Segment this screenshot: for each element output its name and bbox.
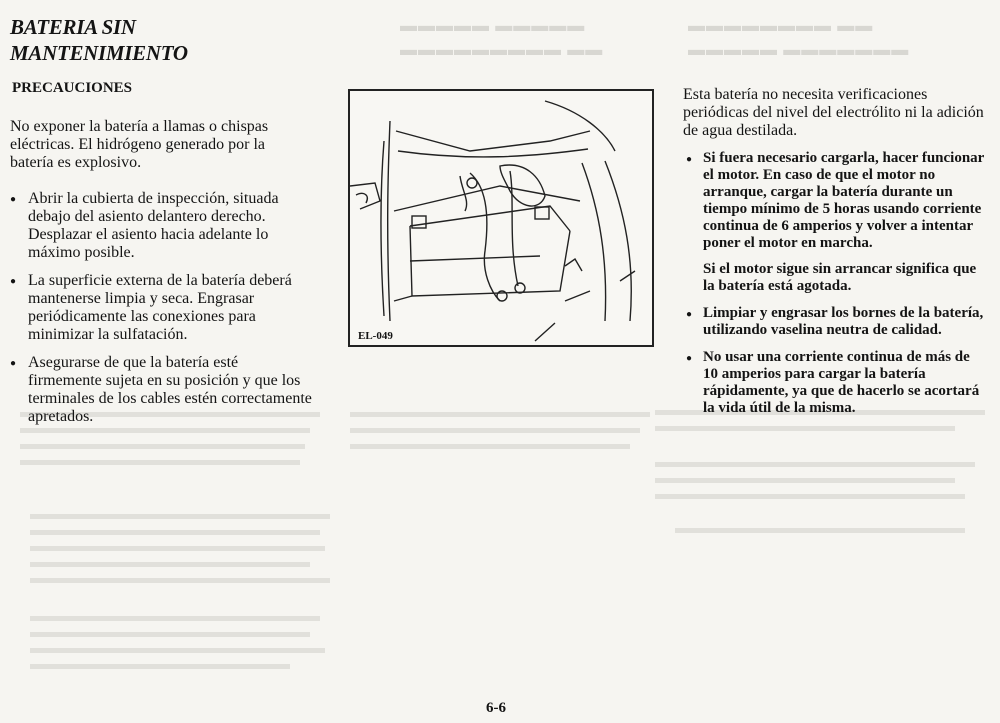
maintenance-paragraph: Esta batería no necesita verificaciones periódicas del nivel del electrólito ni la adición de agua destilada. — [683, 86, 984, 139]
precautions-list — [10, 190, 312, 426]
list-item: ● Abrir la cubierta de inspección, situada debajo del asiento delantero derecho. Desplazar el asiento hacia adelante lo máximo posible. — [10, 190, 312, 262]
list-item: ● La superficie externa de la batería deberá mantenerse limpia y seca. Engrasar periódicamente las conexiones para minimizar la sulfatación. — [10, 272, 312, 344]
left-column — [10, 14, 312, 436]
figure-label: EL-049 — [358, 330, 393, 342]
section-heading: PRECAUCIONES — [12, 80, 133, 96]
right-column — [683, 86, 987, 427]
list-item: ● Limpiar y engrasar los bornes de la batería, utilizando vaselina neutra de calidad. — [683, 305, 987, 339]
warning-paragraph: No exponer la batería a llamas o chispas eléctricas. El hidrógeno generado por la batería es explosivo. — [10, 118, 269, 171]
list-item — [683, 150, 987, 295]
list-item-note: Si el motor sigue sin arrancar significa que la batería está agotada. — [703, 261, 977, 294]
battery-line-drawing — [350, 91, 652, 345]
list-item-text: Si fuera necesario cargarla, hacer funcionar el motor. En caso de que el motor no arranque, cargar la batería durante un tiempo mínimo de 5 horas usando corriente continua de 6 amperios y volver a intentar poner el motor en marcha. — [703, 150, 985, 251]
page-title: BATERIA SIN MANTENIMIENTO — [10, 15, 188, 65]
list-item: ● Asegurarse de que la batería esté firmemente sujeta en su posición y que los terminales de los cables estén correctamente apretados. — [10, 354, 312, 426]
list-item: ● No usar una corriente continua de más de 10 amperios para cargar la batería rápidamente, ya que de hacerlo se acortará la vida útil de la misma. — [683, 349, 987, 417]
charging-instructions-list — [683, 150, 987, 417]
battery-illustration — [348, 89, 654, 347]
page-number: 6-6 — [486, 700, 506, 716]
